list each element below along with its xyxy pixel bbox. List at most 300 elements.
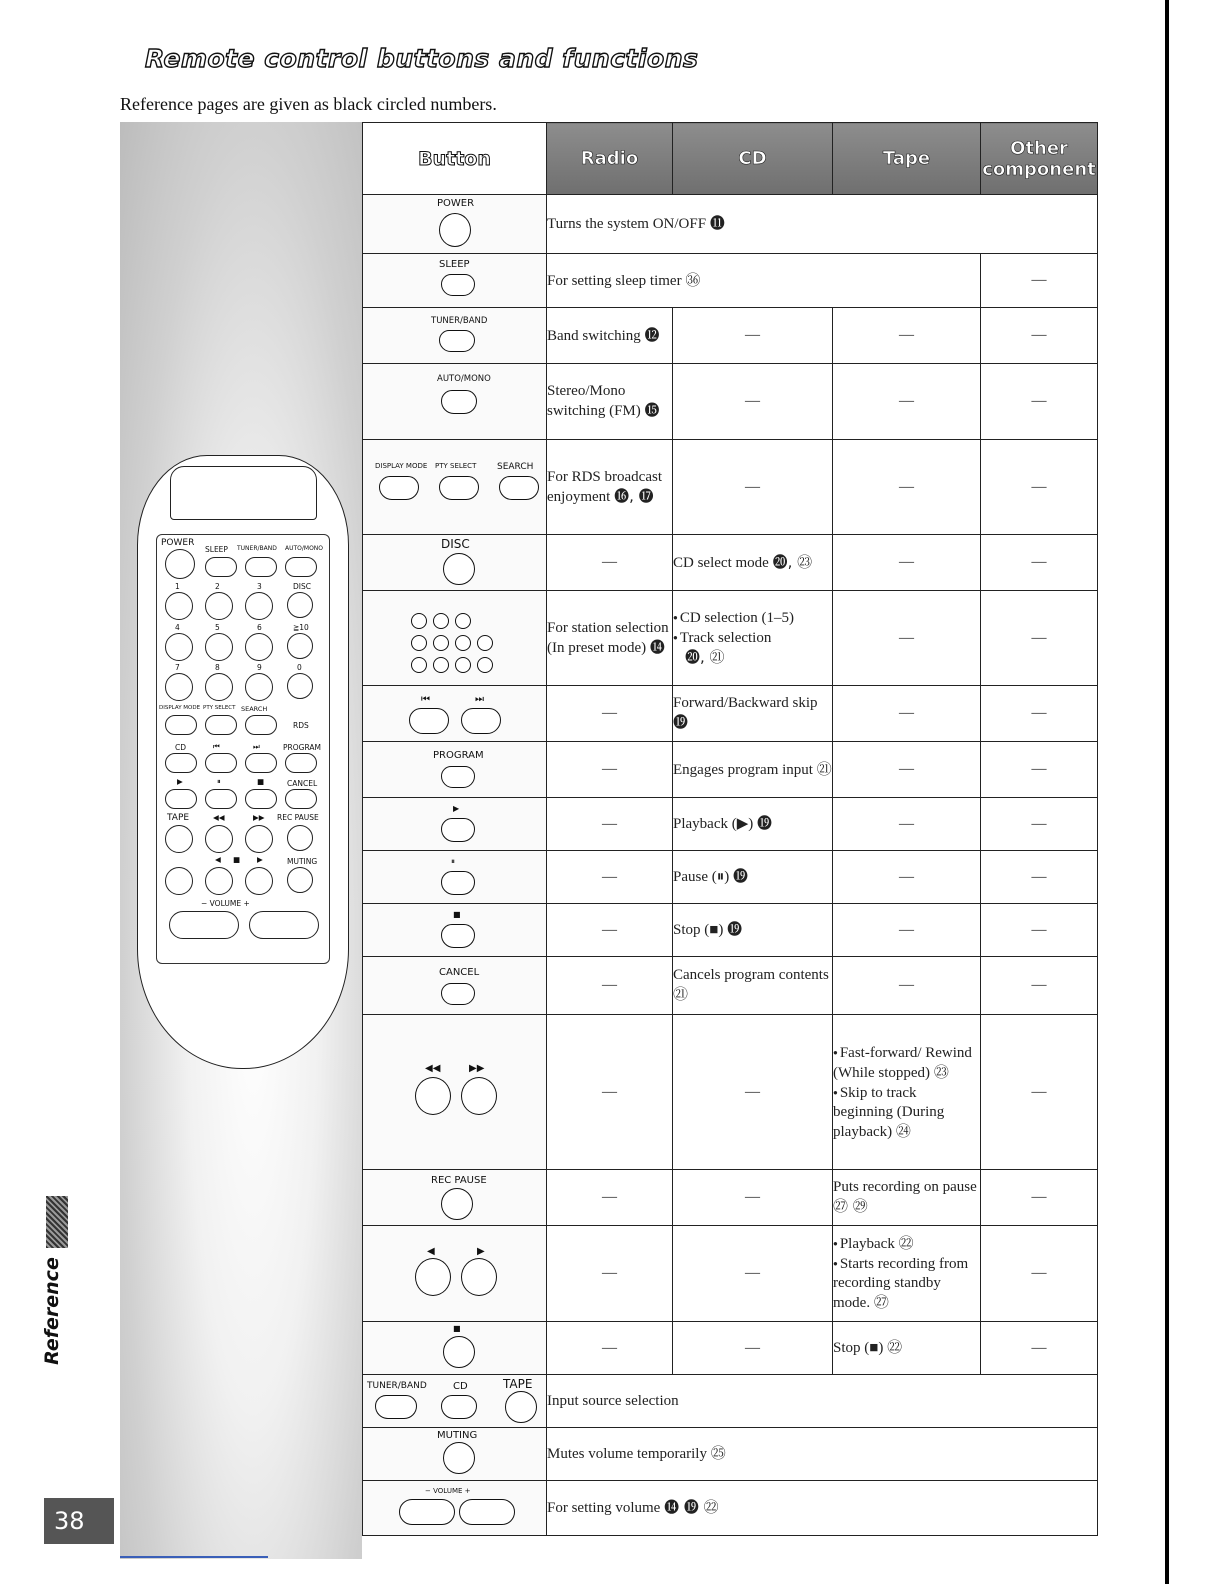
button-cell-disc (363, 535, 547, 591)
table-row (363, 1170, 1098, 1226)
tplay-tape2: ● Starts recording from recording standby mode. (833, 1256, 968, 1311)
pause-radio: — (547, 851, 673, 904)
remote-label-5: 5 (215, 623, 220, 632)
remote-tstop-button (205, 867, 233, 895)
numeric-cd2: ● Track selection (673, 630, 771, 646)
remote-label-power: POWER (161, 538, 195, 548)
button-label-cancel: CANCEL (439, 967, 480, 978)
remote-ff-button (245, 825, 273, 853)
remote-4-button (165, 633, 193, 661)
power-ref: ⓫ (709, 214, 725, 232)
remote-sleep-button (205, 557, 237, 577)
button-cell-rds (363, 440, 547, 535)
button-cell-cancel (363, 957, 547, 1015)
automono-text: Stereo/Mono switching (FM) (547, 383, 641, 419)
program-tape: — (833, 742, 981, 798)
page-edge-line (1165, 0, 1169, 1584)
button-label-tstop: ■ (453, 1324, 461, 1333)
pause-tape: — (833, 851, 981, 904)
play-button-icon (441, 818, 475, 842)
remote-label-cancel: CANCEL (287, 779, 318, 788)
pause-ref: ⓳ (733, 867, 749, 885)
table-row (363, 535, 1098, 591)
numeric-radio-ref: ⓮ (649, 637, 665, 656)
tstop-tape (833, 1322, 981, 1375)
tuner-button-icon (439, 330, 475, 352)
header-button: Button (363, 123, 547, 195)
stop-cd (673, 904, 833, 957)
program-text: Engages program input (673, 761, 813, 778)
remote-automono-button (285, 557, 317, 577)
rds-radio (547, 440, 673, 535)
table-row (363, 1015, 1098, 1170)
button-cell-tplay (363, 1226, 547, 1322)
rds-ref: ⓰, ⓱ (614, 486, 654, 505)
remote-tuner-button (245, 557, 277, 577)
cancel-cd (673, 957, 833, 1015)
remote-label-3: 3 (257, 582, 262, 591)
table-row (363, 364, 1098, 440)
button-label-input-tape: TAPE (503, 1377, 533, 1391)
program-ref: ㉑ (816, 759, 832, 778)
button-cell-tuner (363, 308, 547, 364)
remote-label-volume: − VOLUME + (201, 899, 250, 908)
numeric-radio-text: For station selection (In preset mode) (547, 619, 669, 656)
tplay-tape-item2 (833, 1254, 980, 1313)
rewind-button-icon (415, 1077, 451, 1115)
button-cell-volume (363, 1481, 547, 1536)
remote-label-recpause: REC PAUSE (277, 813, 319, 822)
input-cd-button-icon (441, 1395, 477, 1419)
button-label-sleep: SLEEP (439, 259, 470, 270)
ffrew-other: — (981, 1015, 1098, 1170)
button-cell-muting (363, 1428, 547, 1481)
tplay-other: — (981, 1226, 1098, 1322)
muting-ref: ㉕ (710, 1444, 726, 1462)
button-label-search: SEARCH (497, 462, 534, 472)
ffrew-tape1-ref: ㉓ (933, 1062, 949, 1081)
recpause-cd: — (673, 1170, 833, 1226)
remote-3-button (245, 592, 273, 620)
volume-text: For setting volume (547, 1500, 661, 1516)
button-label-tuner: TUNER/BAND (431, 316, 488, 326)
button-label-pty: PTY SELECT (435, 462, 477, 470)
ffrew-tape-item1 (833, 1043, 980, 1083)
table-header-row (363, 123, 1098, 195)
play-other: — (981, 798, 1098, 851)
tuner-cd: — (673, 308, 833, 364)
tplay-cd: — (673, 1226, 833, 1322)
play-ref: ⓳ (757, 814, 773, 832)
remote-recpause-button (287, 825, 313, 851)
remote-label-play: ▶ (177, 777, 183, 786)
remote-0-button (287, 673, 313, 699)
numeric-cd-ref: ⓴, ㉑ (685, 648, 725, 666)
display-mode-button-icon (379, 476, 419, 500)
pause-text: Pause (⏸) (673, 869, 730, 885)
remote-label-muting: MUTING (287, 857, 318, 866)
remote-label-8: 8 (215, 663, 220, 672)
remote-6-button (245, 633, 273, 661)
header-radio: Radio (547, 123, 673, 195)
volume-up-button-icon (459, 1499, 515, 1525)
stop-ref: ⓳ (727, 920, 743, 938)
remote-tplay-b-button (165, 867, 193, 895)
button-label-automono: AUTO/MONO (437, 374, 491, 384)
button-cell-numeric (363, 591, 547, 686)
tplay-radio: — (547, 1226, 673, 1322)
remote-label-ff: ▶▶ (253, 813, 265, 822)
tstop-text: Stop (■) (833, 1340, 884, 1356)
tplay-tape2-ref: ㉗ (873, 1293, 889, 1311)
sleep-function (547, 254, 981, 308)
remote-tplay-f-button (245, 867, 273, 895)
remote-cancel-button (285, 789, 317, 809)
ffrew-tape (833, 1015, 981, 1170)
automono-radio (547, 364, 673, 440)
numeric-8-icon (433, 657, 449, 673)
remote-label-stop: ■ (257, 777, 265, 786)
cancel-ref: ㉑ (673, 985, 689, 1003)
header-other-line2: component (982, 158, 1096, 180)
functions-table (362, 122, 1098, 1536)
remote-label-0: 0 (297, 663, 302, 672)
button-label-disc: DISC (441, 537, 470, 551)
remote-label-4: 4 (175, 623, 180, 632)
remote-label-disc: DISC (293, 582, 311, 591)
button-label-skipb: ⏮ (421, 694, 430, 705)
tuner-tape: — (833, 308, 981, 364)
ffrew-tape-item2 (833, 1083, 980, 1142)
page-title: Remote control buttons and functions (145, 44, 699, 73)
button-cell-sleep (363, 254, 547, 308)
sleep-button-icon (441, 274, 475, 296)
remote-7-button (165, 673, 193, 701)
input-tape-button-icon (505, 1391, 537, 1423)
ffrew-tape1: ● Fast-forward/ Rewind (While stopped) (833, 1045, 972, 1081)
sleep-other: — (981, 254, 1098, 308)
table-row (363, 254, 1098, 308)
remote-pause-button (205, 789, 237, 809)
button-label-program: PROGRAM (433, 750, 484, 761)
button-cell-pause (363, 851, 547, 904)
tplay-tape1-ref: ㉒ (898, 1234, 914, 1252)
table-row (363, 851, 1098, 904)
side-reference-text: Reference (40, 1257, 63, 1365)
remote-label-skipf: ⏭ (253, 742, 260, 751)
page-number: 38 (44, 1498, 114, 1544)
rec-pause-button-icon (441, 1188, 473, 1220)
button-label-stop: ■ (453, 910, 461, 919)
table-row (363, 1375, 1098, 1428)
tape-stop-button-icon (443, 1336, 475, 1368)
cancel-other: — (981, 957, 1098, 1015)
button-cell-program (363, 742, 547, 798)
button-label-rew: ◀◀ (425, 1063, 441, 1074)
remote-label-cd: CD (175, 743, 187, 752)
disc-tape: — (833, 535, 981, 591)
button-label-recpause: REC PAUSE (431, 1175, 487, 1186)
program-radio: — (547, 742, 673, 798)
button-label-skipf: ⏭ (475, 694, 484, 705)
button-label-muting: MUTING (437, 1430, 478, 1441)
remote-label-sleep: SLEEP (205, 545, 228, 554)
button-label-tplay-b: ◀ (427, 1246, 435, 1257)
numeric-cd1: ● CD selection (1–5) (673, 610, 794, 626)
numeric-cd (673, 591, 833, 686)
remote-control-illustration (137, 455, 349, 1069)
table-row (363, 308, 1098, 364)
numeric-other: — (981, 591, 1098, 686)
remote-1-button (165, 592, 193, 620)
table-row (363, 1226, 1098, 1322)
remote-label-6: 6 (257, 623, 262, 632)
tplay-tape-item1 (833, 1234, 980, 1254)
header-cd: CD (673, 123, 833, 195)
input-function: Input source selection (547, 1375, 1098, 1428)
numeric-10-icon (477, 635, 493, 651)
button-cell-tstop (363, 1322, 547, 1375)
button-label-ff: ▶▶ (469, 1063, 485, 1074)
remote-search-button (245, 715, 277, 735)
tstop-radio: — (547, 1322, 673, 1375)
skip-forward-button-icon (461, 708, 501, 734)
tplay-tape (833, 1226, 981, 1322)
play-cd (673, 798, 833, 851)
program-other: — (981, 742, 1098, 798)
numeric-5-icon (433, 635, 449, 651)
button-label-pause: ⏸ (451, 857, 455, 866)
button-cell-input (363, 1375, 547, 1428)
tape-forward-play-button-icon (461, 1258, 497, 1296)
button-cell-skip (363, 686, 547, 742)
remote-label-pty: PTY SELECT (203, 705, 236, 711)
header-tape: Tape (833, 123, 981, 195)
page-subtitle: Reference pages are given as black circled numbers. (120, 94, 497, 114)
stop-tape: — (833, 904, 981, 957)
remote-5-button (205, 633, 233, 661)
button-label-tplay-f: ▶ (477, 1246, 485, 1257)
tuner-radio (547, 308, 673, 364)
remote-label-1: 1 (175, 582, 180, 591)
fast-forward-button-icon (461, 1077, 497, 1115)
button-cell-play (363, 798, 547, 851)
numeric-1-icon (411, 613, 427, 629)
disc-other: — (981, 535, 1098, 591)
disc-radio: — (547, 535, 673, 591)
disc-text: CD select mode (673, 554, 769, 571)
program-button-icon (441, 766, 475, 788)
play-text: Playback (▶) (673, 816, 754, 832)
button-label-volume: − VOLUME + (425, 1487, 471, 1495)
remote-power-button (165, 549, 195, 579)
remote-label-tuner: TUNER/BAND (237, 545, 277, 552)
remote-label-program: PROGRAM (283, 743, 321, 752)
button-cell-ffrew (363, 1015, 547, 1170)
cancel-button-icon (441, 983, 475, 1005)
remote-muting-button (287, 867, 313, 893)
recpause-radio: — (547, 1170, 673, 1226)
table-row (363, 798, 1098, 851)
automono-cd: — (673, 364, 833, 440)
button-label-input-cd: CD (453, 1381, 468, 1392)
remote-label-9: 9 (257, 663, 262, 672)
automono-ref: ⓯ (644, 401, 660, 419)
bottom-rule (120, 1556, 268, 1558)
disc-ref: ⓴, ㉓ (772, 552, 813, 571)
disc-cd (673, 535, 833, 591)
remote-2-button (205, 592, 233, 620)
volume-ref: ⓮ ⓳ ㉒ (664, 1498, 719, 1516)
tstop-ref: ㉒ (887, 1338, 903, 1356)
disc-button-icon (443, 553, 475, 585)
input-tuner-button-icon (375, 1395, 417, 1419)
numeric-9-icon (455, 657, 471, 673)
sleep-text: For setting sleep timer (547, 272, 682, 289)
remote-label-rew: ◀◀ (213, 813, 225, 822)
numeric-3-icon (455, 613, 471, 629)
remote-label-10: ≧10 (293, 623, 309, 632)
remote-label-skipb: ⏮ (213, 742, 220, 751)
cancel-text: Cancels program contents (673, 967, 829, 983)
remote-play-button (165, 789, 197, 809)
remote-volume-up-button (249, 911, 319, 939)
remote-skipf-button (245, 753, 277, 773)
remote-tape-button (165, 825, 193, 853)
rds-tape: — (833, 440, 981, 535)
table-row (363, 1428, 1098, 1481)
remote-label-tape: TAPE (167, 813, 190, 823)
table-row (363, 440, 1098, 535)
button-cell-recpause (363, 1170, 547, 1226)
remote-disc-button (287, 592, 313, 618)
tuner-other: — (981, 308, 1098, 364)
header-other-line1: Other (1010, 137, 1068, 159)
remote-label-automono: AUTO/MONO (285, 545, 324, 552)
remote-program-button (285, 753, 317, 773)
remote-button-panel (156, 534, 330, 964)
skip-text: Forward/Backward skip (673, 695, 818, 711)
power-button-icon (439, 213, 471, 247)
stop-text: Stop (■) (673, 922, 724, 938)
tuner-ref: ⓬ (644, 325, 660, 344)
remote-skipb-button (205, 753, 237, 773)
ffrew-radio: — (547, 1015, 673, 1170)
stop-button-icon (441, 924, 475, 948)
tuner-text: Band switching (547, 327, 641, 344)
tape-reverse-play-button-icon (415, 1258, 451, 1296)
remote-rew-button (205, 825, 233, 853)
reference-tab-marker (46, 1196, 68, 1248)
ffrew-cd: — (673, 1015, 833, 1170)
automono-tape: — (833, 364, 981, 440)
muting-text: Mutes volume temporarily (547, 1446, 707, 1462)
tstop-other: — (981, 1322, 1098, 1375)
table-row (363, 686, 1098, 742)
button-cell-power (363, 195, 547, 254)
volume-function (547, 1481, 1098, 1536)
remote-label-rds: RDS (293, 721, 309, 730)
recpause-tape (833, 1170, 981, 1226)
remote-label-tplay-b: ◀ (215, 855, 221, 864)
table-row (363, 742, 1098, 798)
ffrew-tape2: ● Skip to track beginning (During playback) (833, 1085, 944, 1140)
power-text: Turns the system ON/OFF (547, 216, 707, 232)
remote-label-tstop: ■ (233, 855, 241, 864)
remote-label-pause: ⏸ (217, 777, 221, 786)
header-other (981, 123, 1098, 195)
button-label-display: DISPLAY MODE (375, 462, 428, 470)
remote-volume-down-button (169, 911, 239, 939)
rds-text: For RDS broadcast enjoyment (547, 468, 662, 505)
muting-button-icon (443, 1442, 475, 1474)
button-cell-stop (363, 904, 547, 957)
pause-other: — (981, 851, 1098, 904)
remote-8-button (205, 673, 233, 701)
side-reference-label (38, 1257, 68, 1370)
numeric-6-icon (455, 635, 471, 651)
rds-other: — (981, 440, 1098, 535)
play-radio: — (547, 798, 673, 851)
numeric-2-icon (433, 613, 449, 629)
recpause-other: — (981, 1170, 1098, 1226)
pause-cd (673, 851, 833, 904)
pty-select-button-icon (439, 476, 479, 500)
pause-button-icon (441, 871, 475, 895)
skip-radio: — (547, 686, 673, 742)
ffrew-tape2-ref: ㉔ (895, 1121, 911, 1140)
button-label-play: ▶ (453, 804, 460, 813)
numeric-0-icon (477, 657, 493, 673)
tplay-tape1: ● Playback (833, 1236, 895, 1252)
automono-button-icon (441, 390, 477, 414)
numeric-7-icon (411, 657, 427, 673)
table-row (363, 904, 1098, 957)
remote-cd-button (165, 753, 197, 773)
table-row (363, 195, 1098, 254)
recpause-text: Puts recording on pause (833, 1179, 977, 1195)
remote-pty-button (205, 715, 237, 735)
sleep-ref: ㊱ (685, 270, 701, 289)
table-row (363, 957, 1098, 1015)
search-button-icon (499, 476, 539, 500)
table-row (363, 1481, 1098, 1536)
remote-label-tplay-f: ▶ (257, 855, 263, 864)
table-row (363, 1322, 1098, 1375)
muting-function (547, 1428, 1098, 1481)
numeric-radio (547, 591, 673, 686)
remote-top-window (170, 466, 317, 520)
remote-stop-button (245, 789, 277, 809)
cancel-tape: — (833, 957, 981, 1015)
numeric-4-icon (411, 635, 427, 651)
remote-label-search: SEARCH (241, 705, 268, 713)
remote-label-7: 7 (175, 663, 180, 672)
skip-back-button-icon (409, 708, 449, 734)
remote-10-button (287, 633, 313, 659)
play-tape: — (833, 798, 981, 851)
cancel-radio: — (547, 957, 673, 1015)
automono-other: — (981, 364, 1098, 440)
power-function (547, 195, 1098, 254)
volume-down-button-icon (399, 1499, 455, 1525)
remote-label-display: DISPLAY MODE (159, 705, 201, 711)
recpause-ref: ㉗ ㉙ (833, 1197, 868, 1215)
remote-9-button (245, 673, 273, 701)
remote-display-button (165, 715, 197, 735)
button-label-input-tuner: TUNER/BAND (367, 1381, 427, 1391)
skip-ref: ⓳ (673, 713, 689, 731)
